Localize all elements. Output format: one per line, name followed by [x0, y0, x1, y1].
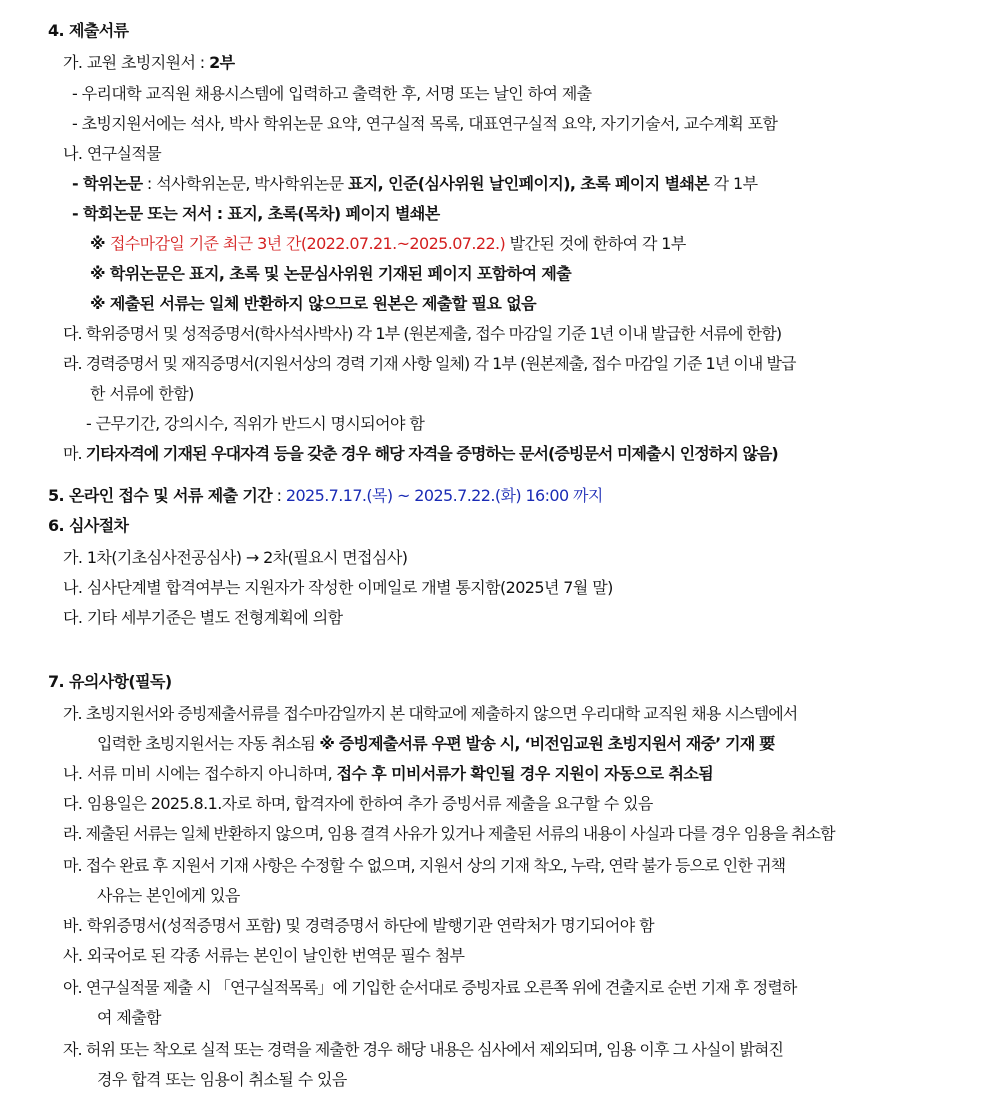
s4-item-ga: 가. 교원 초빙지원서 : 2부 — [63, 53, 235, 72]
s4-na-detail-2: - 학회논문 또는 저서 : 표지, 초록(목차) 페이지 별쇄본 — [72, 204, 440, 223]
section-7-heading: 7. 유의사항(필독) — [48, 672, 172, 691]
s7-item-ra: 라. 제출된 서류는 일체 반환하지 않으며, 임용 결격 사유가 있거나 제출된 서류의 내용이 사실과 다를 경우 임용을 취소함 — [63, 824, 835, 843]
s7-item-ja-line-2: 경우 합격 또는 임용이 취소될 수 있음 — [97, 1070, 347, 1089]
s4-item-ra-line-2: 한 서류에 한함) — [90, 384, 194, 403]
s4-ga-detail-1: - 우리대학 교직원 채용시스템에 입력하고 출력한 후, 서명 또는 날인 하여 제출 — [72, 84, 592, 103]
s7-item-ga-line-1: 가. 초빙지원서와 증빙제출서류를 접수마감일까지 본 대학교에 제출하지 않으면 우리대학 교직원 채용 시스템에서 — [63, 704, 798, 723]
s7-item-ba: 바. 학위증명서(성적증명서 포함) 및 경력증명서 하단에 발행기관 연락처가 명기되어야 함 — [63, 916, 654, 935]
s4-note-1: ※ 접수마감일 기준 최근 3년 간(2022.07.21.~2025.07.22.) 발간된 것에 한하여 각 1부 — [90, 234, 686, 253]
s6-item-ga: 가. 1차(기초심사전공심사) → 2차(필요시 면접심사) — [63, 548, 408, 567]
s4-note-3: ※ 제출된 서류는 일체 반환하지 않으므로 원본은 제출할 필요 없음 — [90, 294, 536, 313]
section-5-heading: 5. 온라인 접수 및 서류 제출 기간 : 2025.7.17.(목) ~ 2025.7.22.(화) 16:00 까지 — [48, 486, 603, 505]
s7-item-sa: 사. 외국어로 된 각종 서류는 본인이 날인한 번역문 필수 첨부 — [63, 946, 465, 965]
section-4-heading: 4. 제출서류 — [48, 21, 129, 40]
section-6-heading: 6. 심사절차 — [48, 516, 129, 535]
s7-item-da: 다. 임용일은 2025.8.1.자로 하며, 합격자에 한하여 추가 증빙서류 제출을 요구할 수 있음 — [63, 794, 653, 813]
s6-item-da: 다. 기타 세부기준은 별도 전형계획에 의함 — [63, 608, 343, 627]
s4-ra-detail-1: - 근무기간, 강의시수, 직위가 반드시 명시되어야 함 — [86, 414, 425, 433]
s7-item-ma-line-2: 사유는 본인에게 있음 — [97, 886, 240, 905]
s4-item-na: 나. 연구실적물 — [63, 144, 162, 163]
s4-ga-detail-2: - 초빙지원서에는 석사, 박사 학위논문 요약, 연구실적 목록, 대표연구실적 요약, 자기기술서, 교수계획 포함 — [72, 114, 778, 133]
s4-na-detail-1: - 학위논문 : 석사학위논문, 박사학위논문 표지, 인준(심사위원 날인페이지), 초록 페이지 별쇄본 각 1부 — [72, 174, 758, 193]
s7-item-a-line-2: 여 제출함 — [97, 1008, 161, 1027]
s4-item-da: 다. 학위증명서 및 성적증명서(학사석사박사) 각 1부 (원본제출, 접수 마감일 기준 1년 이내 발급한 서류에 한함) — [63, 324, 782, 343]
s4-item-ra-line-1: 라. 경력증명서 및 재직증명서(지원서상의 경력 기재 사항 일체) 각 1부 (원본제출, 접수 마감일 기준 1년 이내 발급 — [63, 354, 796, 373]
s7-item-ga-line-2: 입력한 초빙지원서는 자동 취소됨 ※ 증빙제출서류 우편 발송 시, ‘비전임교원 초빙지원서 재중’ 기재 要 — [97, 734, 775, 753]
s7-item-a-line-1: 아. 연구실적물 제출 시 「연구실적목록」에 기입한 순서대로 증빙자료 오른쪽 위에 견출지로 순번 기재 후 정렬하 — [63, 978, 797, 997]
s6-item-na: 나. 심사단계별 합격여부는 지원자가 작성한 이메일로 개별 통지함(2025년 7월 말) — [63, 578, 613, 597]
s7-item-ma-line-1: 마. 접수 완료 후 지원서 기재 사항은 수정할 수 없으며, 지원서 상의 기재 착오, 누락, 연락 불가 등으로 인한 귀책 — [63, 856, 786, 875]
s7-item-ja-line-1: 자. 허위 또는 착오로 실적 또는 경력을 제출한 경우 해당 내용은 심사에서 제외되며, 임용 이후 그 사실이 밝혀진 — [63, 1040, 783, 1059]
s7-item-na: 나. 서류 미비 시에는 접수하지 아니하며, 접수 후 미비서류가 확인될 경우 지원이 자동으로 취소됨 — [63, 764, 714, 783]
s4-item-ma: 마. 기타자격에 기재된 우대자격 등을 갖춘 경우 해당 자격을 증명하는 문서(증빙문서 미제출시 인정하지 않음) — [63, 444, 778, 463]
s4-note-2: ※ 학위논문은 표지, 초록 및 논문심사위원 기재된 페이지 포함하여 제출 — [90, 264, 572, 283]
